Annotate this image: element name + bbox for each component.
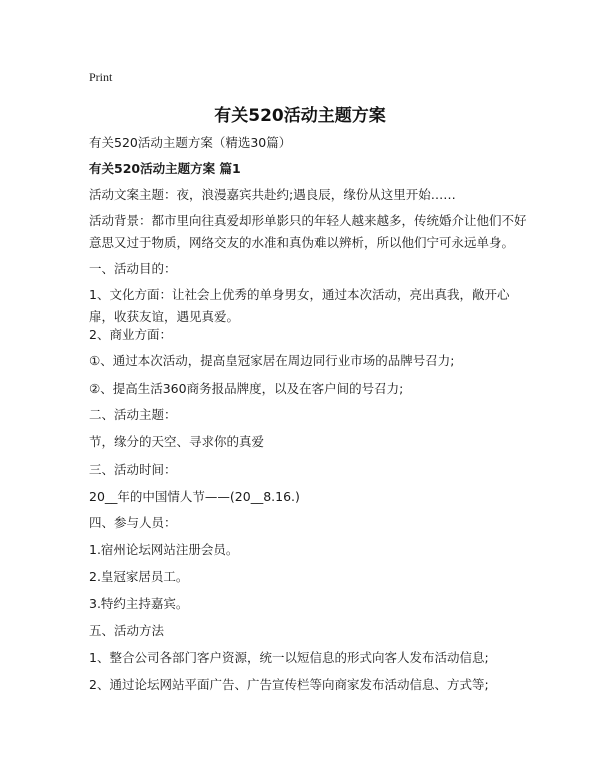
paragraph-method-2: 2、通过论坛网站平面广告、广告宣传栏等向商家发布活动信息、方式等; xyxy=(89,677,489,692)
heading-activity-theme: 二、活动主题： xyxy=(89,407,177,422)
heading-purpose: 一、活动目的： xyxy=(89,261,177,276)
heading-participants: 四、参与人员： xyxy=(89,515,177,530)
section-heading: 有关520活动主题方案 篇1 xyxy=(89,161,241,176)
paragraph-activity-theme: 节，缘分的天空、寻求你的真爱 xyxy=(89,434,265,449)
paragraph-activity-time: 20__年的中国情人节——(20__8.16.) xyxy=(89,489,300,504)
paragraph-theme: 活动文案主题：夜，浪漫嘉宾共赴约;遇良辰，缘份从这里开始…… xyxy=(89,187,456,202)
document-subtitle: 有关520活动主题方案（精选30篇） xyxy=(89,135,292,150)
paragraph-participant-3: 3.特约主持嘉宾。 xyxy=(89,596,189,611)
paragraph-culture: 1、文化方面：让社会上优秀的单身男女，通过本次活动，亮出真我，敞开心扉，收获友谊，遇见真爱。 xyxy=(89,287,510,324)
paragraph-participant-1: 1.宿州论坛网站注册会员。 xyxy=(89,542,239,557)
print-label: Print xyxy=(89,70,113,84)
paragraph-background: 活动背景：都市里向往真爱却形单影只的年轻人越来越多，传统婚介让他们不好意思又过于物质，网络交友的水准和真伪难以辨析，所以他们宁可永远单身。 xyxy=(89,213,527,250)
heading-activity-method: 五、活动方法 xyxy=(89,623,165,638)
paragraph-participant-2: 2.皇冠家居员工。 xyxy=(89,569,189,584)
paragraph-business-2: ②、提高生活360商务报品牌度，以及在客户间的号召力; xyxy=(89,381,404,396)
heading-activity-time: 三、活动时间： xyxy=(89,462,177,477)
paragraph-method-1: 1、整合公司各部门客户资源，统一以短信息的形式向客人发布活动信息; xyxy=(89,650,489,665)
paragraph-business-1: ①、通过本次活动，提高皇冠家居在周边同行业市场的品牌号召力; xyxy=(89,353,455,368)
document-title: 有关520活动主题方案 xyxy=(214,106,386,126)
heading-business: 2、商业方面： xyxy=(89,327,172,342)
